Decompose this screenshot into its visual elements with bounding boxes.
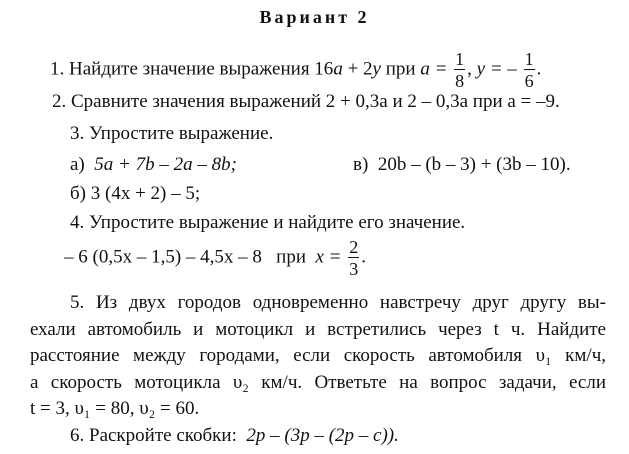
task-3-v: в) 20b – (b – 3) + (3b – 10). <box>353 154 571 175</box>
fraction-one-sixth: $\frac{1}{6}$ <box>524 49 534 91</box>
task-5-line-4: а скорость мотоцикла υ₂ км/ч. Ответьте на вопрос задачи, если <box>30 372 606 393</box>
task-4-heading: 4. Упростите выражение и найдите его значение. <box>70 212 466 233</box>
task-1: 1. Найдите значение выражения 16a + 2y при a = $\frac{1}{8}$ , y = – $\frac{1}{6}$ . <box>50 49 542 91</box>
task-3-heading: 3. Упростите выражение. <box>70 123 274 144</box>
fraction-two-thirds: $\frac{2}{3}$ <box>349 237 359 279</box>
variant-title: Вариант 2 <box>259 7 370 27</box>
fraction-one-eighth: $\frac{1}{8}$ <box>455 49 465 91</box>
task-5-line-3: расстояние между городами, если скорость автомобиля υ₁ км/ч, <box>30 345 606 366</box>
task-4-expression: – 6 (0,5х – 1,5) – 4,5х – 8 при x = $\frac{2}{3}$ . <box>64 237 367 279</box>
task-6: 6. Раскройте скобки: 2p – (3p – (2p – c)). <box>70 425 399 446</box>
task-5-values: t = 3, υ₁ = 80, υ₂ = 60. <box>30 398 200 419</box>
task-1-text: 1. Найдите значение выражения 16 <box>50 58 334 80</box>
task-3-a: а) 5a + 7b – 2a – 8b; <box>70 154 237 175</box>
task-5-line-1: 5. Из двух городов одновременно навстречу друг другу вы- <box>70 292 606 313</box>
task-5-line-2: ехали автомобиль и мотоцикл и встретились через t ч. Найдите <box>30 319 606 340</box>
task-3-b: б) 3 (4х + 2) – 5; <box>70 183 201 204</box>
task-2: 2. Сравните значения выражений 2 + 0,3а и 2 – 0,3а при а = –9. <box>52 91 560 112</box>
